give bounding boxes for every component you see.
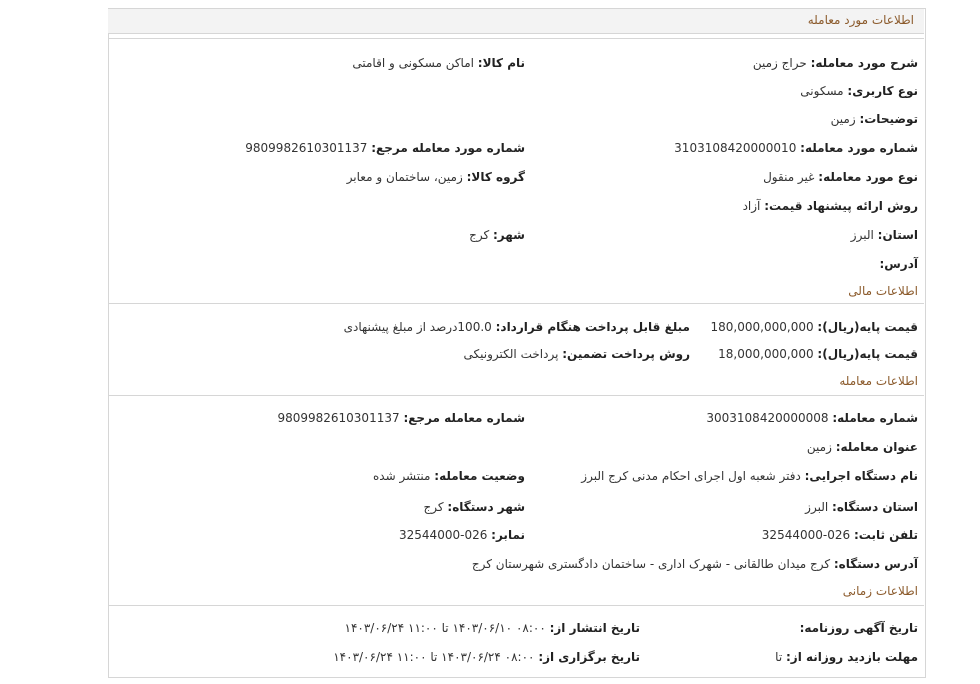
deal-number bbox=[674, 141, 918, 155]
field-label: شماره معامله مرجع: bbox=[403, 411, 525, 425]
field-label: روش ارائه پیشنهاد قیمت: bbox=[764, 199, 918, 213]
field-label: مبلغ قابل پرداخت هنگام قرارداد: bbox=[495, 320, 690, 334]
financial-section-title: اطلاعات مالی bbox=[848, 284, 918, 298]
field-label: نوع کاربری: bbox=[847, 84, 918, 98]
field-value: 18,000,000,000 bbox=[718, 347, 814, 361]
field-value: ۰۸:۰۰ ۱۴۰۳/۰۶/۲۴ تا ۱۱:۰۰ ۱۴۰۳/۰۶/۲۴ bbox=[333, 650, 535, 664]
field-value: البرز bbox=[805, 500, 829, 514]
field-label: توضیحات: bbox=[859, 112, 918, 126]
field-label: مهلت بازدید روزانه از: bbox=[786, 650, 918, 664]
field-label: شرح مورد معامله: bbox=[810, 56, 918, 70]
deal-ref-number bbox=[245, 141, 525, 155]
field-value: 180,000,000,000 bbox=[710, 320, 814, 334]
field-label: شهر: bbox=[493, 228, 525, 242]
transaction-number bbox=[706, 411, 918, 425]
field-label: قیمت پایه(ریال): bbox=[817, 347, 918, 361]
newspaper-date bbox=[800, 621, 918, 635]
field-label: گروه کالا: bbox=[466, 170, 525, 184]
field-value: آزاد bbox=[742, 199, 761, 213]
document-frame bbox=[108, 8, 926, 678]
notes bbox=[831, 112, 918, 126]
field-label: تاریخ آگهی روزنامه: bbox=[799, 621, 918, 635]
field-label: روش پرداخت تضمین: bbox=[562, 347, 690, 361]
city bbox=[469, 228, 525, 242]
header-bar bbox=[108, 9, 924, 34]
timing-section-title: اطلاعات زمانی bbox=[842, 584, 918, 598]
phone bbox=[762, 528, 918, 542]
field-value: زمین bbox=[806, 440, 832, 454]
field-label: نام کالا: bbox=[477, 56, 525, 70]
hold-date bbox=[333, 650, 640, 664]
page-title: اطلاعات مورد معامله bbox=[807, 13, 914, 27]
field-value: زمین، ساختمان و معابر bbox=[346, 170, 463, 184]
field-value: زمین bbox=[830, 112, 856, 126]
field-value: حراج زمین bbox=[752, 56, 807, 70]
divider bbox=[108, 395, 924, 396]
field-value: 3003108420000008 bbox=[706, 411, 829, 425]
publish-date bbox=[345, 621, 640, 635]
field-value: منتشر شده bbox=[372, 469, 431, 483]
field-label: شماره مورد معامله مرجع: bbox=[371, 141, 525, 155]
base-price-2 bbox=[718, 347, 918, 361]
contract-payment bbox=[344, 320, 690, 334]
field-value: 100.0درصد از مبلغ پیشنهادی bbox=[343, 320, 492, 334]
field-label: نام دستگاه اجرایی: bbox=[804, 469, 918, 483]
goods-group bbox=[347, 170, 525, 184]
address bbox=[879, 257, 918, 271]
field-value: 026-32544000 bbox=[761, 528, 851, 542]
field-value: 9809982610301137 bbox=[277, 411, 400, 425]
goods-name bbox=[352, 56, 525, 70]
field-value: تا bbox=[775, 650, 783, 664]
visit-deadline bbox=[775, 650, 918, 664]
deal-type bbox=[763, 170, 918, 184]
field-value: پرداخت الکترونیکی bbox=[463, 347, 559, 361]
field-label: شهر دستگاه: bbox=[447, 500, 525, 514]
field-value: 026-32544000 bbox=[399, 528, 488, 542]
transaction-title bbox=[807, 440, 918, 454]
divider bbox=[108, 38, 924, 39]
field-label: تاریخ انتشار از: bbox=[549, 621, 640, 635]
field-value: البرز bbox=[850, 228, 874, 242]
usage-type bbox=[800, 84, 918, 98]
field-value: کرج میدان طالقانی - شهرک اداری - ساختمان دادگستری شهرستان کرج bbox=[471, 557, 831, 571]
field-value: کرج bbox=[423, 500, 444, 514]
transaction-ref-number bbox=[277, 411, 525, 425]
field-label: آدرس: bbox=[879, 257, 918, 271]
field-label: آدرس دستگاه: bbox=[833, 557, 918, 571]
field-value: ۰۸:۰۰ ۱۴۰۳/۰۶/۱۰ تا ۱۱:۰۰ ۱۴۰۳/۰۶/۲۴ bbox=[344, 621, 546, 635]
base-price bbox=[711, 320, 918, 334]
field-label: استان دستگاه: bbox=[832, 500, 918, 514]
field-value: 9809982610301137 bbox=[245, 141, 368, 155]
field-label: شماره معامله: bbox=[832, 411, 918, 425]
field-label: نوع مورد معامله: bbox=[818, 170, 918, 184]
transaction-status bbox=[373, 469, 525, 483]
field-label: عنوان معامله: bbox=[835, 440, 918, 454]
field-label: استان: bbox=[877, 228, 918, 242]
executive-org bbox=[581, 469, 918, 483]
divider bbox=[108, 605, 924, 606]
field-label: تاریخ برگزاری از: bbox=[538, 650, 640, 664]
field-value: 3103108420000010 bbox=[674, 141, 797, 155]
deal-description bbox=[753, 56, 918, 70]
field-label: تلفن ثابت: bbox=[853, 528, 918, 542]
province bbox=[851, 228, 918, 242]
field-value: دفتر شعبه اول اجرای احکام مدنی کرج البرز bbox=[581, 469, 801, 483]
org-province bbox=[805, 500, 918, 514]
field-label: قیمت پایه(ریال): bbox=[817, 320, 918, 334]
offer-method bbox=[743, 199, 918, 213]
field-value: اماکن مسکونی و اقامتی bbox=[352, 56, 474, 70]
field-label: شماره مورد معامله: bbox=[800, 141, 918, 155]
org-address bbox=[472, 557, 918, 571]
org-city bbox=[423, 500, 525, 514]
field-value: کرج bbox=[469, 228, 490, 242]
field-value: غیر منقول bbox=[763, 170, 815, 184]
divider bbox=[108, 303, 924, 304]
field-value: مسکونی bbox=[800, 84, 844, 98]
fax bbox=[399, 528, 525, 542]
guarantee-method bbox=[464, 347, 690, 361]
field-label: وضعیت معامله: bbox=[434, 469, 525, 483]
field-label: نمابر: bbox=[491, 528, 525, 542]
transaction-section-title: اطلاعات معامله bbox=[839, 374, 918, 388]
